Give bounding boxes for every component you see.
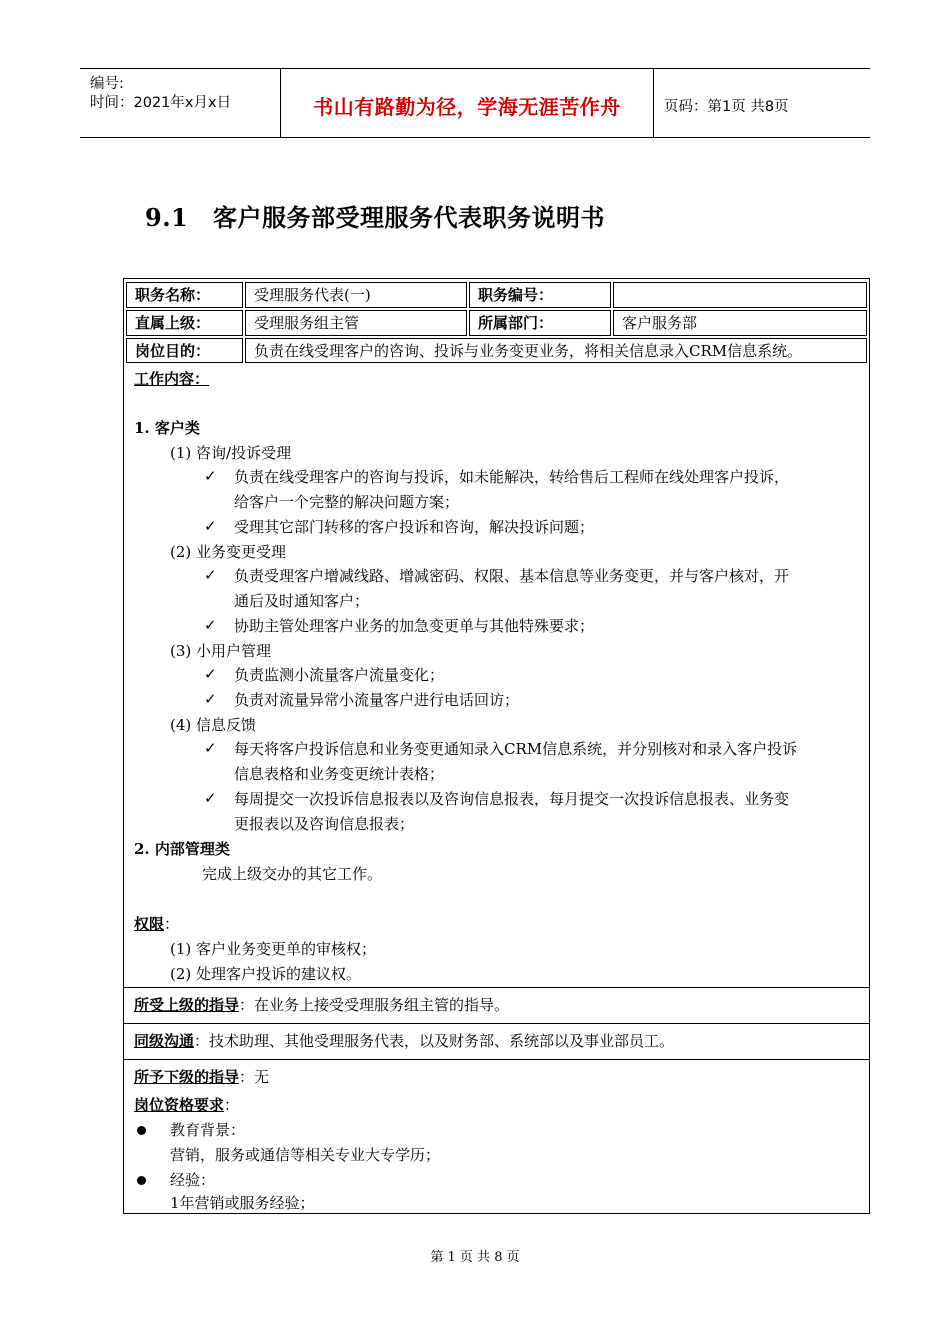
guidance-to-text: ：无 bbox=[239, 1068, 270, 1086]
check-icon: ✓ bbox=[204, 616, 217, 634]
list-item: 每天将客户投诉信息和业务变更通知录入CRM信息系统，并分别核对和录入客户投诉 bbox=[234, 740, 798, 758]
peer-label: 同级沟通 bbox=[134, 1032, 195, 1050]
check-icon: ✓ bbox=[204, 467, 217, 485]
list-item: 负责监测小流量客户流量变化； bbox=[234, 666, 445, 684]
purpose-value: 负责在线受理客户的咨询、投诉与业务变更业务，将相关信息录入CRM信息系统。 bbox=[245, 338, 867, 363]
authority-item: (1) 客户业务变更单的审核权； bbox=[170, 940, 377, 958]
check-icon: ✓ bbox=[204, 789, 217, 807]
subsection-small-user: (3) 小用户管理 bbox=[170, 642, 272, 660]
purpose-label: 岗位目的： bbox=[126, 338, 243, 363]
work-heading: 工作内容： bbox=[134, 370, 210, 388]
authority-colon: ： bbox=[164, 915, 180, 933]
authority-heading-text: 权限 bbox=[134, 915, 165, 933]
job-code-label: 职务编号： bbox=[469, 282, 611, 308]
subsection-change: (2) 业务变更受理 bbox=[170, 543, 287, 561]
check-icon: ✓ bbox=[204, 517, 217, 535]
subsection-inquiry: (1) 咨询/投诉受理 bbox=[170, 444, 292, 462]
education-text: 营销，服务或通信等相关专业大专学历； bbox=[170, 1146, 441, 1164]
authority-heading bbox=[134, 912, 179, 937]
experience-text: 1年营销或服务经验； bbox=[170, 1194, 315, 1212]
dept-label: 所属部门： bbox=[469, 310, 611, 336]
category-customer: 1. 客户类 bbox=[134, 419, 200, 437]
dept-value: 客户服务部 bbox=[613, 310, 867, 336]
list-item: 负责对流量异常小流量客户进行电话回访； bbox=[234, 691, 520, 709]
title-text: 客户服务部受理服务代表职务说明书 bbox=[213, 203, 605, 232]
guidance-from-row bbox=[134, 993, 509, 1018]
title-number: 9.1 bbox=[145, 203, 189, 232]
peer-text: ：技术助理、其他受理服务代表，以及财务部、系统部以及事业部员工。 bbox=[194, 1032, 675, 1050]
document-title bbox=[145, 198, 605, 233]
qualification-heading bbox=[134, 1093, 239, 1118]
bullet-icon bbox=[137, 1126, 146, 1135]
guidance-to-row bbox=[134, 1065, 269, 1090]
page-footer: 第 1 页 共 8 页 bbox=[430, 1250, 520, 1265]
list-item: 协助主管处理客户业务的加急变更单与其他特殊要求； bbox=[234, 617, 595, 635]
list-item-cont: 通后及时通知客户； bbox=[234, 592, 370, 610]
motto: 书山有路勤为径，学海无涯苦作舟 bbox=[313, 95, 621, 119]
header-right-cell bbox=[654, 69, 870, 137]
number-label: 编号: bbox=[90, 76, 124, 92]
internal-text: 完成上级交办的其它工作。 bbox=[202, 865, 383, 883]
job-description-table bbox=[123, 278, 870, 1214]
qualification-colon: ： bbox=[224, 1096, 240, 1114]
list-item: 受理其它部门转移的客户投诉和咨询，解决投诉问题； bbox=[234, 518, 595, 536]
divider bbox=[124, 1023, 869, 1024]
check-icon: ✓ bbox=[204, 665, 217, 683]
peer-row bbox=[134, 1029, 674, 1054]
guidance-from-label: 所受上级的指导 bbox=[134, 996, 240, 1014]
subsection-feedback: (4) 信息反馈 bbox=[170, 716, 257, 734]
guidance-to-label: 所予下级的指导 bbox=[134, 1068, 240, 1086]
job-name-value: 受理服务代表(一) bbox=[245, 282, 467, 308]
check-icon: ✓ bbox=[204, 566, 217, 584]
header-left-cell bbox=[80, 69, 281, 137]
education-label: 教育背景： bbox=[170, 1121, 246, 1139]
list-item: 每周提交一次投诉信息报表以及咨询信息报表，每月提交一次投诉信息报表、业务变 bbox=[234, 790, 790, 808]
divider bbox=[124, 1059, 869, 1060]
page-header bbox=[80, 68, 870, 138]
superior-label: 直属上级： bbox=[126, 310, 243, 336]
list-item: 负责受理客户增减线路、增减密码、权限、基本信息等业务变更，并与客户核对，开 bbox=[234, 567, 790, 585]
divider bbox=[124, 987, 869, 988]
time-label: 时间：2021年x月x日 bbox=[90, 95, 232, 111]
check-icon: ✓ bbox=[204, 739, 217, 757]
list-item-cont: 信息表格和业务变更统计表格； bbox=[234, 765, 445, 783]
job-code-value bbox=[613, 282, 867, 308]
guidance-from-text: ：在业务上接受受理服务组主管的指导。 bbox=[239, 996, 510, 1014]
authority-item: (2) 处理客户投诉的建议权。 bbox=[170, 965, 362, 983]
job-name-label: 职务名称： bbox=[126, 282, 243, 308]
superior-value: 受理服务组主管 bbox=[245, 310, 467, 336]
category-internal: 2. 内部管理类 bbox=[134, 840, 230, 858]
bullet-icon bbox=[137, 1176, 146, 1185]
list-item-cont: 更报表以及咨询信息报表； bbox=[234, 815, 415, 833]
list-item-cont: 给客户一个完整的解决问题方案； bbox=[234, 493, 460, 511]
list-item: 负责在线受理客户的咨询与投诉，如未能解决，转给售后工程师在线处理客户投诉， bbox=[234, 468, 790, 486]
experience-label: 经验： bbox=[170, 1171, 216, 1189]
qualification-heading-text: 岗位资格要求 bbox=[134, 1096, 225, 1114]
check-icon: ✓ bbox=[204, 690, 217, 708]
header-center-cell bbox=[281, 69, 654, 137]
page-number: 页码：第1页 共8页 bbox=[664, 99, 789, 115]
